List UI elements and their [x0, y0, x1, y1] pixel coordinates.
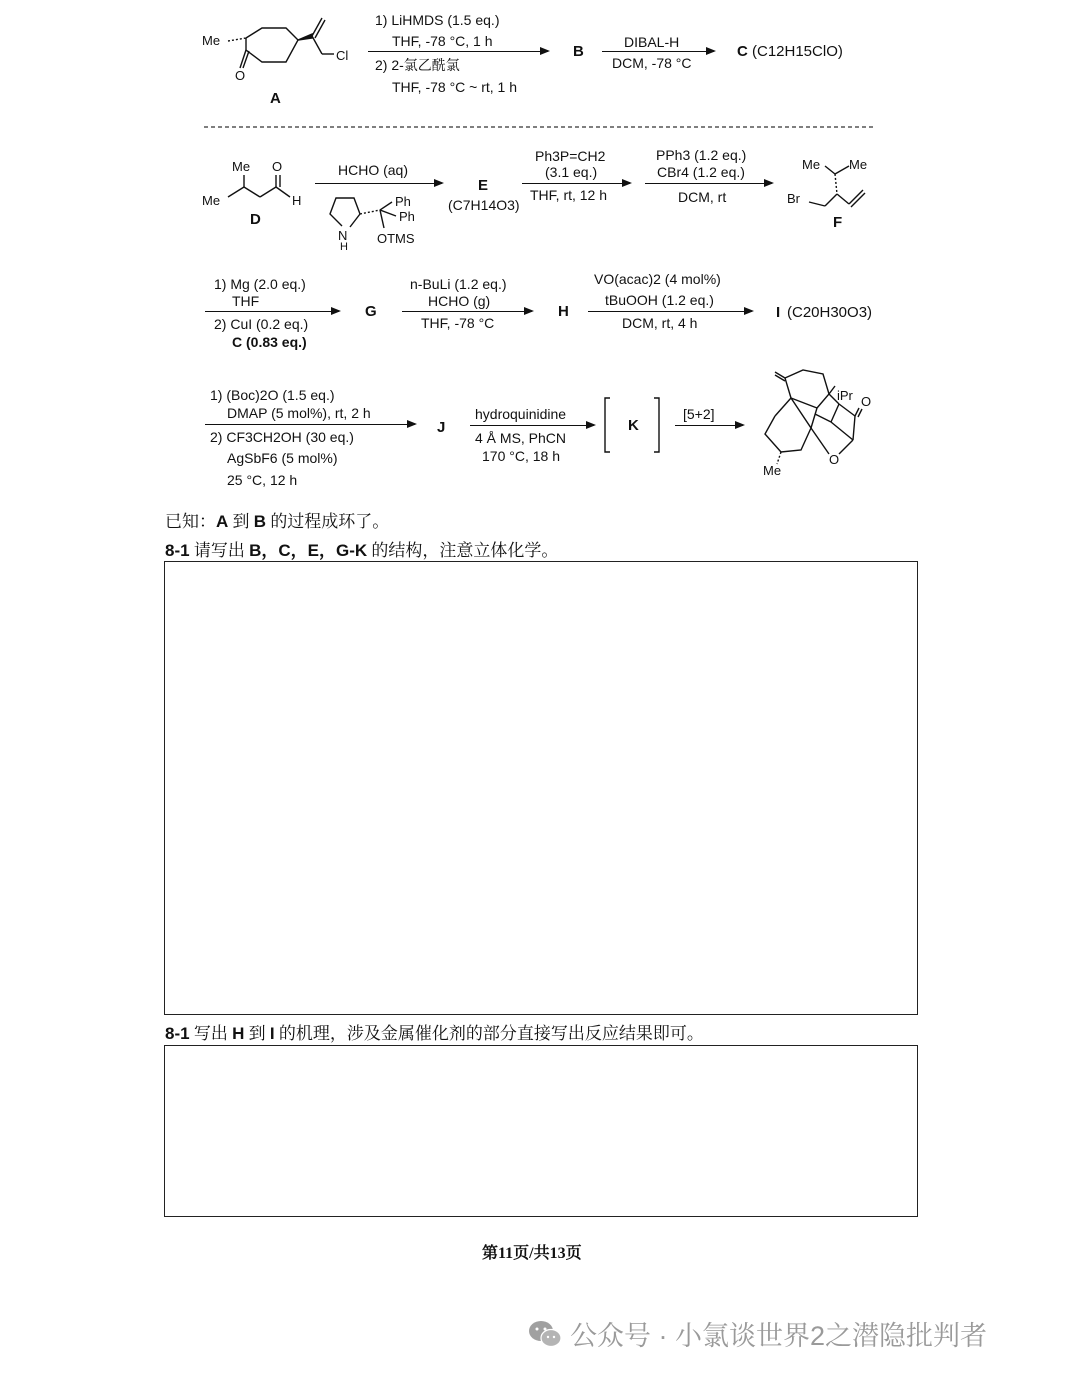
compound-C-label: C: [737, 43, 748, 60]
question-1-suffix: 的结构，注意立体化学。: [367, 541, 559, 560]
wechat-icon: [528, 1319, 562, 1349]
known-mid: 到: [228, 512, 254, 531]
reagent-J-K-2: 4 Å MS, PhCN: [475, 430, 567, 446]
reagent-A-B-4: THF, -78 °C ~ rt, 1 h: [392, 79, 518, 95]
question-1-number: 8-1: [165, 541, 190, 560]
reagent-E-1: Ph3P=CH2: [535, 148, 606, 164]
compound-J-label: J: [437, 419, 446, 436]
svg-text:O: O: [829, 452, 840, 467]
compound-B-label: B: [573, 43, 584, 60]
question-1-text: 请写出: [189, 541, 250, 560]
svg-text:O: O: [235, 68, 246, 83]
svg-text:Me: Me: [849, 157, 868, 172]
compound-I-label: I: [776, 304, 781, 321]
known-statement: [165, 507, 389, 532]
reagent-F-G-4-text: C (0.83 eq.): [232, 334, 307, 350]
reagent-E-3: THF, rt, 12 h: [530, 187, 608, 203]
reagent-H-I-2: tBuOOH (1.2 eq.): [605, 292, 714, 308]
svg-text:Ph: Ph: [399, 209, 415, 224]
reagent-J-K-1: hydroquinidine: [475, 406, 567, 422]
reagent-F-1: PPh3 (1.2 eq.): [656, 147, 747, 163]
reagent-F-G-2: THF: [232, 293, 260, 309]
reagent-D-E-1: HCHO (aq): [338, 162, 409, 178]
answer-box-2[interactable]: [164, 1045, 918, 1217]
compound-K-label: K: [628, 417, 639, 434]
reagent-I-J-4: AgSbF6 (5 mol%): [227, 450, 338, 466]
question-2: [165, 1019, 704, 1044]
compound-H-label: H: [558, 303, 569, 320]
reagent-H-I-1: VO(acac)2 (4 mol%): [594, 271, 721, 287]
catalyst-structure: [320, 188, 430, 253]
compound-A-label: A: [270, 90, 281, 107]
reagent-F-G-3: 2) CuI (0.2 eq.): [214, 316, 309, 332]
final-product-structure: [755, 368, 890, 483]
svg-text:H: H: [292, 193, 302, 208]
svg-text:Me: Me: [763, 463, 782, 478]
svg-text:Cl: Cl: [336, 48, 349, 63]
arrow-E-mid: [522, 183, 630, 184]
reagent-A-B-2: THF, -78 °C, 1 h: [392, 33, 493, 49]
known-bold-B: B: [253, 512, 267, 531]
reagent-K-final: [5+2]: [683, 406, 715, 422]
svg-text:Me: Me: [202, 33, 221, 48]
compound-E-label: E: [478, 177, 489, 194]
known-prefix: 已知：: [165, 512, 216, 531]
reagent-I-J-5: 25 °C, 12 h: [227, 472, 298, 488]
reagent-J-K-3: 170 °C, 18 h: [482, 448, 560, 464]
svg-text:Me: Me: [232, 159, 251, 174]
arrow-G-H: [402, 311, 532, 312]
reagent-B-C-2: DCM, -78 °C: [612, 55, 692, 71]
reagent-F-3: DCM, rt: [678, 189, 727, 205]
compound-F-label: F: [833, 214, 843, 231]
svg-text:OTMS: OTMS: [377, 231, 415, 246]
svg-text:Ph: Ph: [395, 194, 411, 209]
arrow-D-E: [315, 183, 442, 184]
arrow-mid-F: [645, 183, 772, 184]
compound-I-formula: (C20H30O3): [787, 304, 873, 321]
reagent-A-B-3: 2) 2-氯乙酰氯: [375, 57, 460, 73]
question-2-bold-I: I: [269, 1024, 275, 1043]
arrow-H-I: [588, 311, 752, 312]
arrow-F-G: [205, 311, 339, 312]
compound-C-formula: (C12H15ClO): [752, 43, 843, 60]
reagent-I-J-2: DMAP (5 mol%), rt, 2 h: [227, 405, 371, 421]
compound-F-structure: [785, 150, 885, 220]
watermark-text: 公众号 · 小氯谈世界2之潜隐批判者: [570, 1321, 988, 1351]
compound-D-label: D: [250, 211, 261, 228]
reagent-H-I-3: DCM, rt, 4 h: [622, 315, 698, 331]
question-2-number: 8-1: [165, 1024, 190, 1043]
svg-text:H: H: [340, 241, 348, 253]
compound-E-formula: (C7H14O3): [448, 197, 520, 213]
reagent-G-H-1: n-BuLi (1.2 eq.): [410, 276, 507, 292]
known-suffix: 的过程成环了。: [266, 512, 390, 531]
known-bold-A: A: [216, 512, 229, 531]
reagent-F-G-1: 1) Mg (2.0 eq.): [214, 276, 306, 292]
reagent-F-G-4: [232, 334, 307, 350]
dashed-separator: [0, 0, 1080, 140]
question-2-mid: 到: [244, 1024, 270, 1043]
compound-G-label: G: [365, 303, 377, 320]
answer-box-1[interactable]: [164, 561, 918, 1015]
reagent-E-2: (3.1 eq.): [545, 164, 598, 180]
watermark: [528, 1314, 987, 1353]
reagent-B-C-1: DIBAL-H: [624, 34, 680, 50]
reagent-G-H-2: HCHO (g): [428, 293, 491, 309]
arrow-I-J: [205, 424, 415, 425]
page-number: 第11页/共13页: [482, 1245, 582, 1262]
question-1-bold: B，C，E，G-K: [249, 541, 368, 560]
svg-text:O: O: [861, 394, 872, 409]
svg-text:O: O: [272, 159, 283, 174]
arrow-J-K: [470, 425, 594, 426]
question-1: [165, 536, 558, 561]
compound-D-structure: [200, 155, 310, 215]
reagent-F-2: CBr4 (1.2 eq.): [657, 164, 745, 180]
arrow-K-final: [675, 425, 743, 426]
reagent-I-J-3: 2) CF3CH2OH (30 eq.): [210, 429, 354, 445]
svg-text:Me: Me: [202, 193, 221, 208]
question-2-suffix: 的机理，涉及金属催化剂的部分直接写出反应结果即可。: [274, 1024, 704, 1043]
svg-text:iPr: iPr: [837, 388, 853, 403]
question-2-bold-H: H: [232, 1024, 245, 1043]
reagent-I-J-1: 1) (Boc)2O (1.5 eq.): [210, 387, 335, 403]
svg-text:N: N: [338, 228, 348, 243]
svg-text:Me: Me: [802, 157, 821, 172]
question-2-text: 写出: [189, 1024, 233, 1043]
svg-text:Br: Br: [787, 191, 800, 206]
reagent-G-H-3: THF, -78 °C: [421, 315, 495, 331]
reagent-A-B-1: 1) LiHMDS (1.5 eq.): [375, 12, 500, 28]
